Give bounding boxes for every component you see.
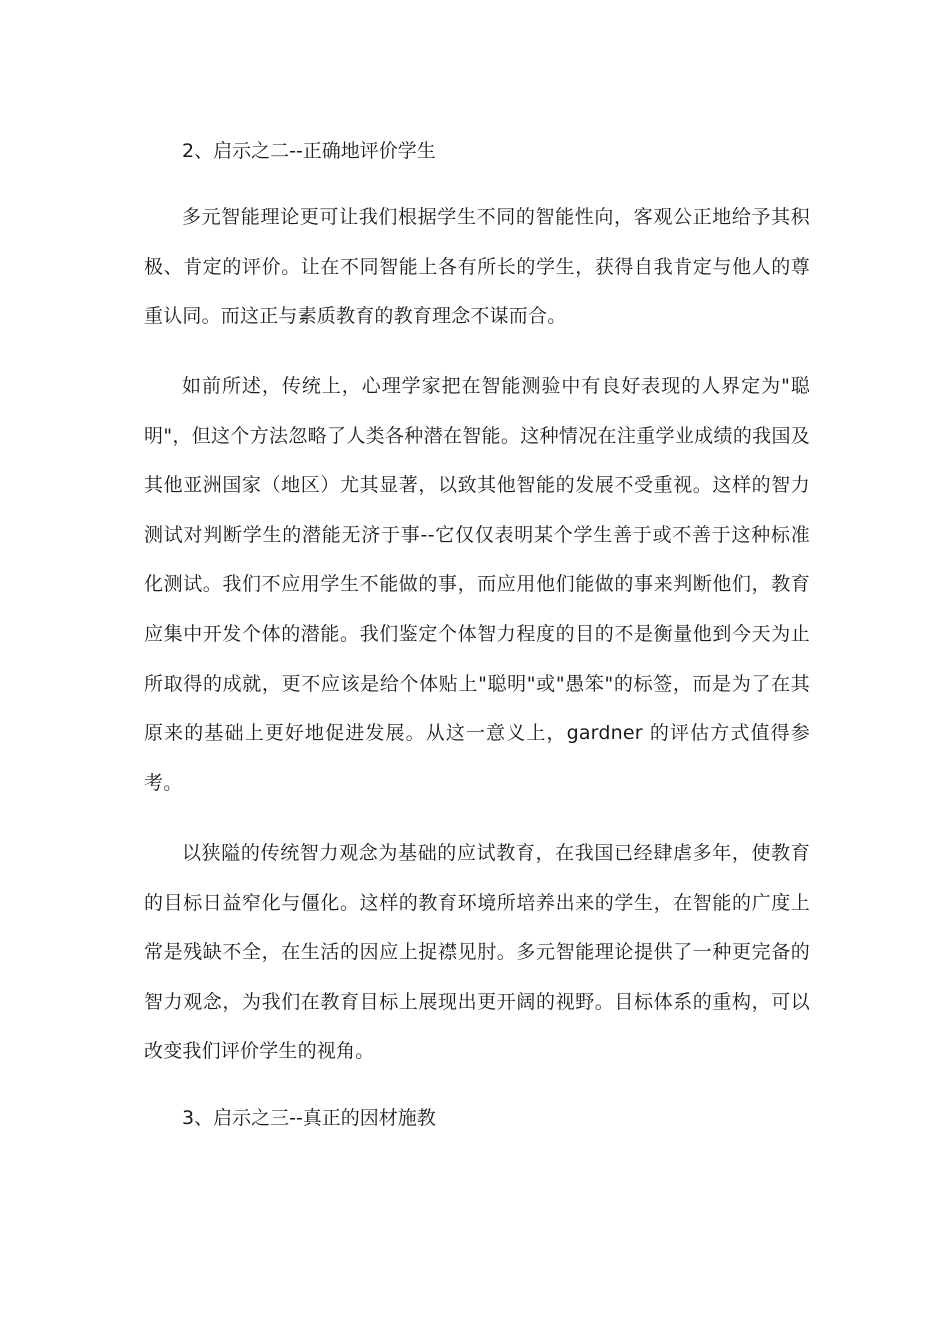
section-heading-3: 3、启示之三--真正的因材施教: [182, 1107, 436, 1129]
section-heading-2: 2、启示之二--正确地评价学生: [182, 140, 436, 162]
paragraph-exam-education: 以狭隘的传统智力观念为基础的应试教育，在我国已经肆虐多年，使教育的目标日益窄化与僵化。这样的教育环境所培养出来的学生，在智能的广度上常是残缺不全，在生活的因应上捉襟见肘。多元智能理论提供了一种更完备的智力观念，为我们在教育目标上展现出更开阔的视野。目标体系的重构，可以改变我们评价学生的视角。: [144, 842, 810, 1063]
paragraph-traditional-intelligence: 如前所述，传统上，心理学家把在智能测验中有良好表现的人界定为"聪明"，但这个方法忽略了人类各种潜在智能。这种情况在注重学业成绩的我国及其他亚洲国家（地区）尤其显著，以致其他智能的发展不受重视。这样的智力测试对判断学生的潜能无济于事--它仅仅表明某个学生善于或不善于这种标准化测试。我们不应用学生不能做的事，而应用他们能做的事来判断他们，教育应集中开发个体的潜能。我们鉴定个体智力程度的目的不是衡量他到今天为止所取得的成就，更不应该是给个体贴上"聪明"或"愚笨"的标签，而是为了在其原来的基础上更好地促进发展。从这一意义上，gardner 的评估方式值得参考。: [144, 375, 810, 794]
paragraph-evaluation: 多元智能理论更可让我们根据学生不同的智能性向，客观公正地给予其积极、肯定的评价。让在不同智能上各有所长的学生，获得自我肯定与他人的尊重认同。而这正与素质教育的教育理念不谋而合。: [144, 206, 810, 328]
